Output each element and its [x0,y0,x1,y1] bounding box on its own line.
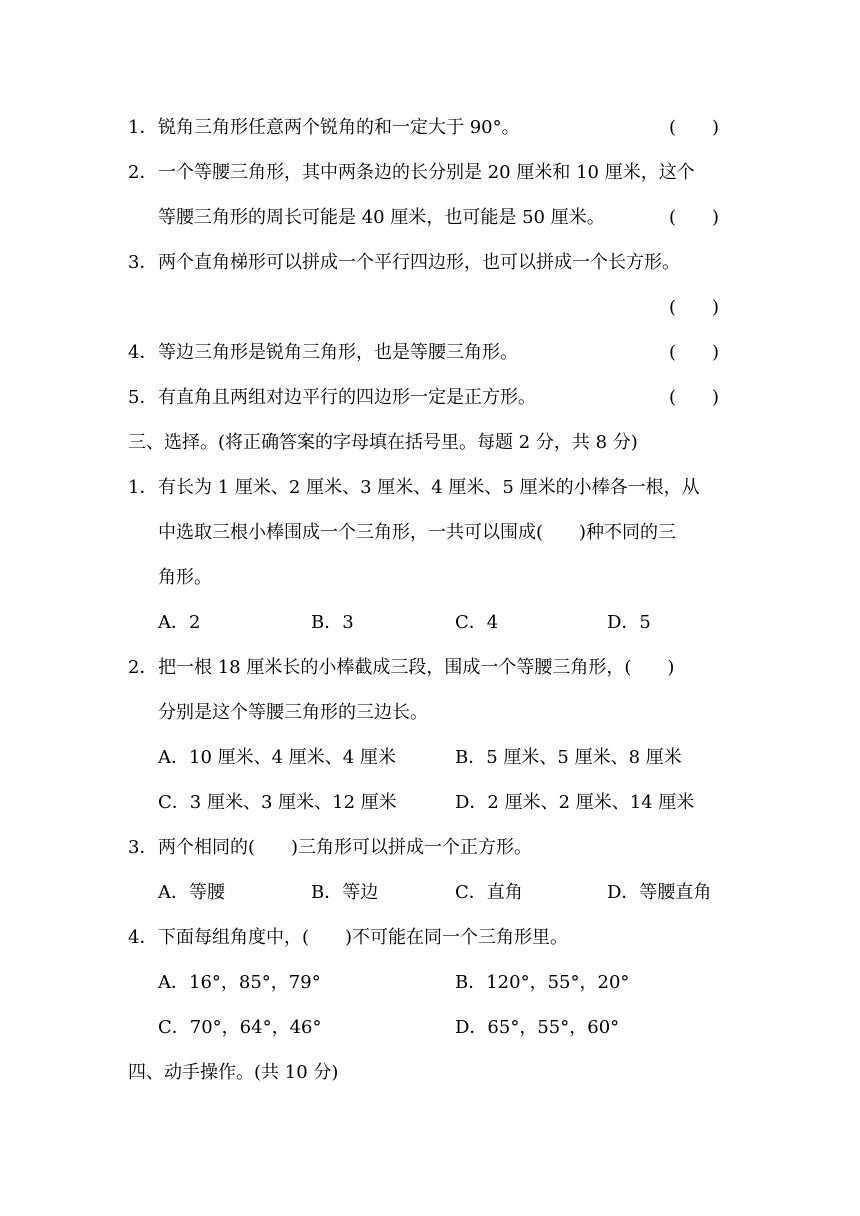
item-number: 1． [128,117,158,138]
option-a[interactable]: A．2 [158,612,201,633]
question-text-continued: 分别是这个等腰三角形的三边长。 [158,702,428,723]
answer-parentheses[interactable]: ( ) [669,117,720,138]
item-number: 4． [128,342,158,363]
question-text: 两个相同的( )三角形可以拼成一个正方形。 [158,837,533,858]
answer-parentheses[interactable]: ( ) [669,342,720,363]
question-number: 3． [128,837,158,858]
question-number: 1． [128,477,158,498]
question-text-continued: 角形。 [158,567,212,588]
question-text: 有长为 1 厘米、2 厘米、3 厘米、4 厘米、5 厘米的小棒各一根，从 [158,477,700,498]
option-d[interactable]: D．5 [607,612,651,633]
section-heading: 三、选择。(将正确答案的字母填在括号里。每题 2 分，共 8 分) [128,432,638,453]
option-d[interactable]: D．2 厘米、2 厘米、14 厘米 [455,792,695,813]
option-c[interactable]: C．3 厘米、3 厘米、12 厘米 [158,792,397,813]
option-b[interactable]: B．120°，55°，20° [455,972,630,993]
question-number: 4． [128,927,158,948]
option-a[interactable]: A．16°，85°，79° [158,972,321,993]
option-c[interactable]: C．70°，64°，46° [158,1017,322,1038]
option-a[interactable]: A．10 厘米、4 厘米、4 厘米 [158,747,396,768]
question-text-continued: 中选取三根小棒围成一个三角形，一共可以围成( )种不同的三 [158,522,677,543]
answer-parentheses[interactable]: ( ) [669,387,720,408]
question-text: 把一根 18 厘米长的小棒截成三段，围成一个等腰三角形，( ) [158,657,675,678]
option-d[interactable]: D．65°，55°，60° [455,1017,620,1038]
item-text: 两个直角梯形可以拼成一个平行四边形，也可以拼成一个长方形。 [158,252,680,273]
question-text: 下面每组角度中，( )不可能在同一个三角形里。 [158,927,569,948]
item-text: 有直角且两组对边平行的四边形一定是正方形。 [158,387,536,408]
option-d[interactable]: D．等腰直角 [607,882,712,903]
item-number: 5． [128,387,158,408]
item-text: 一个等腰三角形，其中两条边的长分别是 20 厘米和 10 厘米，这个 [158,162,695,183]
section-heading: 四、动手操作。(共 10 分) [128,1062,339,1083]
item-text-continued: 等腰三角形的周长可能是 40 厘米，也可能是 50 厘米。 [158,207,605,228]
answer-parentheses[interactable]: ( ) [669,297,720,318]
option-c[interactable]: C．4 [455,612,499,633]
option-a[interactable]: A．等腰 [158,882,225,903]
option-b[interactable]: B．等边 [311,882,379,903]
item-number: 2． [128,162,158,183]
option-b[interactable]: B．3 [311,612,354,633]
question-number: 2． [128,657,158,678]
item-text: 等边三角形是锐角三角形，也是等腰三角形。 [158,342,518,363]
answer-parentheses[interactable]: ( ) [669,207,720,228]
item-number: 3． [128,252,158,273]
item-text: 锐角三角形任意两个锐角的和一定大于 90°。 [158,117,520,138]
option-b[interactable]: B．5 厘米、5 厘米、8 厘米 [455,747,682,768]
option-c[interactable]: C．直角 [455,882,523,903]
